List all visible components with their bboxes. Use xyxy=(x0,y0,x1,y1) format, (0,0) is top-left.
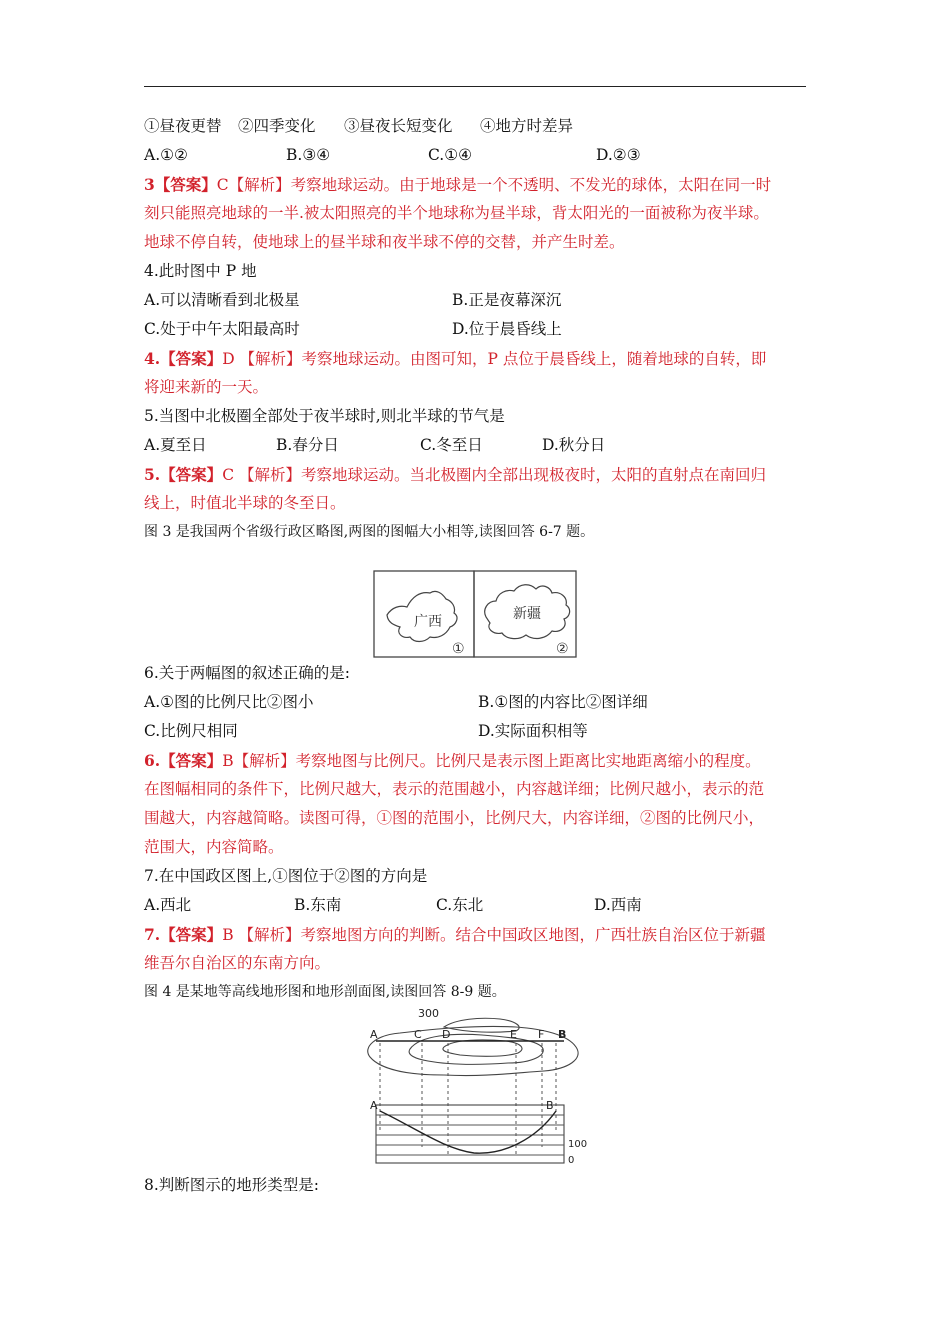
q4-option-a: A.可以清晰看到北极星 xyxy=(144,291,300,309)
profile-axis-0: 0 xyxy=(568,1155,575,1165)
q6-options-row-1 xyxy=(144,688,812,717)
q4-option-c: C.处于中午太阳最高时 xyxy=(144,320,300,338)
q3-option-d: D.②③ xyxy=(596,146,641,164)
figure-3 xyxy=(144,547,812,659)
header-rule xyxy=(144,86,806,87)
q7-answer-line-1: 7.【答案】B 【解析】考察地图方向的判断。结合中国政区地图，广西壮族自治区位于新疆 xyxy=(144,925,766,944)
contour-inner xyxy=(443,1040,522,1056)
q5-answer-line-1: 5.【答案】C 【解析】考察地球运动。当北极圈内全部出现极夜时，太阳的直射点在南回归 xyxy=(144,465,766,484)
contour-label-300: 300 xyxy=(418,1007,439,1020)
q5-option-b: B.春分日 xyxy=(276,436,339,454)
projection-lines xyxy=(380,1043,556,1155)
map-point-c: C xyxy=(414,1028,422,1041)
fig3-right-label: 新疆 xyxy=(513,606,541,622)
q4-options-row-1 xyxy=(144,286,812,315)
q3-option-a: A.①② xyxy=(144,146,188,164)
q5-answer-label: 5.【答案】 xyxy=(144,465,223,484)
map-point-b: B xyxy=(558,1028,567,1041)
q3-item-1: ①昼夜更替 xyxy=(144,117,222,135)
profile-frame xyxy=(376,1105,564,1163)
q5-option-c: C.冬至日 xyxy=(420,436,483,454)
fig4-intro: 图 4 是某地等高线地形图和地形剖面图,读图回答 8-9 题。 xyxy=(144,984,506,1000)
map-point-d: D xyxy=(442,1028,451,1041)
q3-answer-label: 3【答案】 xyxy=(144,175,217,194)
q3-items xyxy=(144,112,812,141)
q5-answer-line-2: 线上，时值北半球的冬至日。 xyxy=(144,494,346,512)
q6-answer-line-1: 6.【答案】B【解析】考察地图与比例尺。比例尺是表示图上距离比实地距离缩小的程度。 xyxy=(144,751,761,770)
profile-curve xyxy=(380,1111,556,1153)
q6-options-row-2 xyxy=(144,717,812,746)
profile-axis-100: 100 xyxy=(568,1139,588,1150)
fig3-intro: 图 3 是我国两个省级行政区略图,两图的图幅大小相等,读图回答 6-7 题。 xyxy=(144,524,595,540)
q4-option-b: B.正是夜幕深沉 xyxy=(452,291,562,309)
q6-option-c: C.比例尺相同 xyxy=(144,722,238,740)
contour-middle xyxy=(409,1034,543,1064)
q6-answer-label: 6.【答案】 xyxy=(144,751,223,770)
fig3-left-num: ① xyxy=(452,641,465,657)
q7-option-d: D.西南 xyxy=(594,896,642,914)
q3-option-c: C.①④ xyxy=(428,146,473,164)
q4-answer-line-2: 将迎来新的一天。 xyxy=(144,378,269,396)
fig3-right-num: ② xyxy=(556,641,569,657)
profile-point-b: B xyxy=(546,1099,554,1112)
q7-answer-label: 7.【答案】 xyxy=(144,925,223,944)
q4-stem: 4.此时图中 P 地 xyxy=(144,262,257,280)
contour-hill-top xyxy=(444,1018,519,1032)
q7-option-a: A.西北 xyxy=(144,896,192,914)
q5-options xyxy=(144,431,812,460)
q3-answer-line-3: 地球不停自转，使地球上的昼半球和夜半球不停的交替，并产生时差。 xyxy=(144,233,625,251)
q4-options-row-2 xyxy=(144,315,812,344)
q7-option-b: B.东南 xyxy=(294,896,342,914)
q6-answer-line-4: 范围大，内容简略。 xyxy=(144,838,284,856)
q6-option-b: B.①图的内容比②图详细 xyxy=(478,693,648,711)
q8-stem: 8.判断图示的地形类型是: xyxy=(144,1176,320,1194)
q7-answer-line-2: 维吾尔自治区的东南方向。 xyxy=(144,954,331,972)
q6-option-d: D.实际面积相等 xyxy=(478,722,588,740)
q4-answer-label: 4.【答案】 xyxy=(144,349,223,368)
q3-answer-line-2: 刻只能照亮地球的一半.被太阳照亮的半个地球称为昼半球，背太阳光的一面被称为夜半球。 xyxy=(144,204,769,222)
q6-stem: 6.关于两幅图的叙述正确的是: xyxy=(144,664,351,682)
profile-grid xyxy=(376,1115,564,1155)
figure-4 xyxy=(144,1007,812,1165)
q6-answer-line-3: 围越大，内容越简略。读图可得，①图的范围小，比例尺大，内容详细，②图的比例尺小， xyxy=(144,809,765,827)
figure-3-svg xyxy=(144,547,812,659)
q3-item-2: ②四季变化 xyxy=(238,117,316,135)
q4-answer-line-1: 4.【答案】D 【解析】考察地球运动。由图可知，P 点位于晨昏线上，随着地球的自转，即 xyxy=(144,349,767,368)
q3-answer-line-1: 3【答案】C【解析】考察地球运动。由于地球是一个不透明、不发光的球体，太阳在同一时 xyxy=(144,175,772,194)
q3-item-3: ③昼夜长短变化 xyxy=(344,117,453,135)
profile-point-a: A xyxy=(370,1099,378,1112)
contour-outer xyxy=(368,1026,578,1075)
q4-option-d: D.位于晨昏线上 xyxy=(452,320,562,338)
figure-4-svg xyxy=(144,1007,812,1165)
q5-option-a: A.夏至日 xyxy=(144,436,207,454)
q6-answer-line-2: 在图幅相同的条件下，比例尺越大，表示的范围越小，内容越详细；比例尺越小，表示的范 xyxy=(144,780,765,798)
q7-options xyxy=(144,891,812,920)
q7-stem: 7.在中国政区图上,①图位于②图的方向是 xyxy=(144,867,428,885)
q6-option-a: A.①图的比例尺比②图小 xyxy=(144,693,314,711)
map-point-a: A xyxy=(370,1028,378,1041)
q7-option-c: C.东北 xyxy=(436,896,484,914)
map-point-f: F xyxy=(538,1028,545,1041)
fig3-left-label: 广西 xyxy=(414,614,442,630)
map-point-e: E xyxy=(510,1028,517,1041)
q3-item-4: ④地方时差异 xyxy=(480,117,574,135)
document-body xyxy=(144,112,812,1200)
q5-option-d: D.秋分日 xyxy=(542,436,606,454)
q3-option-b: B.③④ xyxy=(286,146,331,164)
q3-options xyxy=(144,141,812,170)
q5-stem: 5.当图中北极圈全部处于夜半球时,则北半球的节气是 xyxy=(144,407,505,425)
